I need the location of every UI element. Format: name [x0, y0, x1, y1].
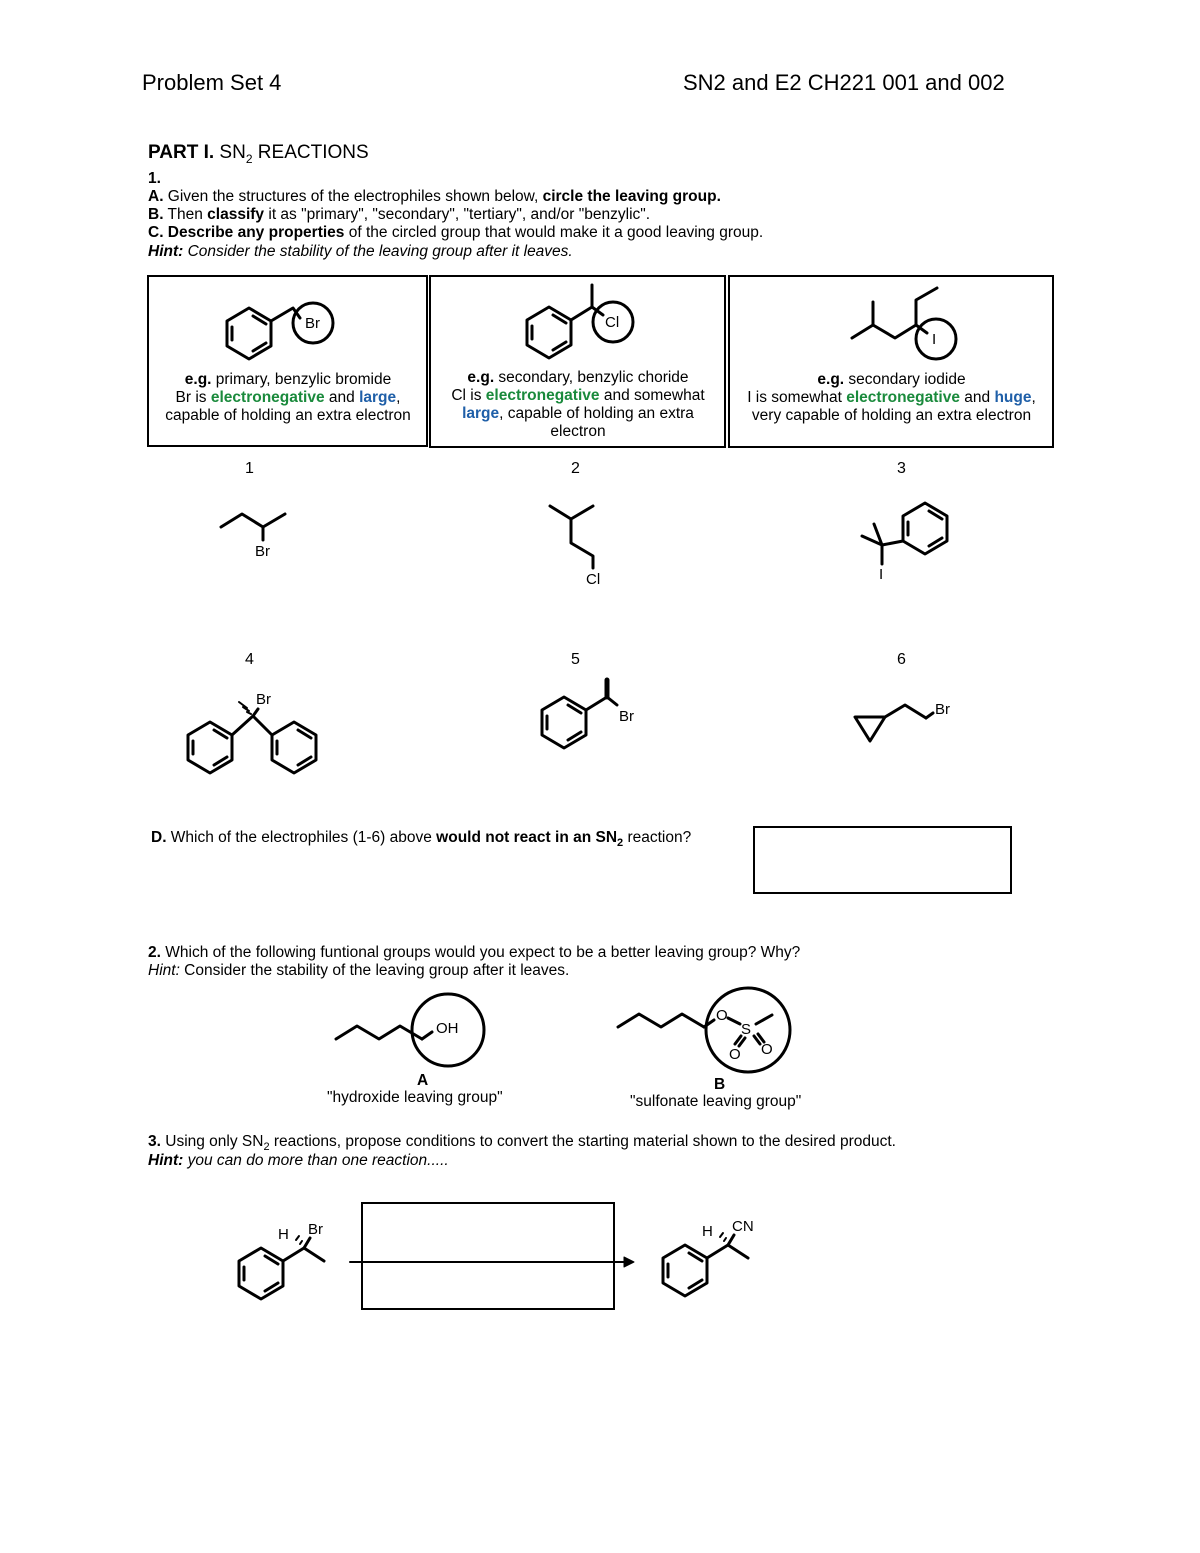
svg-text:O: O — [761, 1041, 773, 1058]
svg-text:Br: Br — [308, 1221, 323, 1238]
q1-part-c: C. Describe any properties of the circled group that would make it a good leaving group. — [148, 224, 764, 241]
question-3: 3. Using only $SN_2$ reactions, propose conditions to convert the starting material shown to the desired product. — [148, 1133, 896, 1154]
compound-1-number: 1 — [245, 460, 254, 477]
svg-text:H: H — [278, 1226, 289, 1243]
svg-text:O: O — [716, 1007, 728, 1024]
compound-6-number: 6 — [897, 651, 906, 668]
svg-text:O: O — [729, 1046, 741, 1063]
compound-3-number: 3 — [897, 460, 906, 477]
answer-box-d[interactable] — [753, 826, 1012, 894]
example-3-caption: e.g. secondary iodide I is somewhat electronegative and huge, very capable of holding an extra electron — [747, 371, 1036, 424]
svg-text:Cl: Cl — [605, 314, 620, 331]
question-d: D. Which of the electrophiles (1-6) above would not react in an $SN_2$ reaction? — [151, 829, 692, 850]
question-2-hint: Hint: Consider the stability of the leaving group after it leaves. — [148, 962, 570, 979]
page-header-right: SN2 and E2 CH221 001 and 002 — [683, 70, 1005, 95]
q2-caption-b: "sulfonate leaving group" — [630, 1093, 802, 1110]
compound-5-number: 5 — [571, 651, 580, 668]
svg-text:CN: CN — [732, 1218, 754, 1235]
q1-part-b: B. Then classify it as "primary", "secondary", "tertiary", and/or "benzylic". — [148, 206, 651, 223]
compound-4-number: 4 — [245, 651, 254, 668]
svg-text:Br: Br — [619, 708, 634, 725]
q1-number: 1. — [148, 170, 161, 187]
svg-text:Br: Br — [935, 701, 950, 718]
part-title: PART I. $SN_2$ REACTIONS — [148, 142, 369, 166]
example-1-atom: Br — [305, 315, 320, 332]
page-header-left: Problem Set 4 — [142, 70, 282, 95]
svg-text:I: I — [879, 566, 884, 583]
q2-caption-a: "hydroxide leaving group" — [327, 1089, 503, 1106]
question-3-hint: Hint: you can do more than one reaction..... — [148, 1152, 449, 1169]
q1-part-a: A. Given the structures of the electrophiles shown below, circle the leaving group. — [148, 188, 721, 205]
q2-label-a: A — [417, 1072, 429, 1089]
q1-hint: Hint: Consider the stability of the leaving group after it leaves. — [148, 243, 573, 260]
svg-text:I: I — [932, 331, 937, 348]
compound-2-number: 2 — [571, 460, 580, 477]
svg-text:Cl: Cl — [586, 571, 601, 588]
example-1-caption: e.g. primary, benzylic bromide Br is electronegative and large, capable of holding an extra electron — [165, 371, 411, 424]
reaction-conditions-box[interactable] — [361, 1202, 615, 1310]
svg-text:Br: Br — [256, 691, 271, 708]
svg-text:S: S — [741, 1021, 752, 1038]
svg-text:Br: Br — [255, 543, 270, 560]
svg-text:OH: OH — [436, 1020, 459, 1037]
svg-text:H: H — [702, 1223, 713, 1240]
example-2-caption: e.g. secondary, benzylic choride Cl is electronegative and somewhat large, capable of holding an extra electron — [451, 369, 705, 440]
question-2: 2. Which of the following funtional groups would you expect to be a better leaving group? Why? — [148, 944, 801, 961]
q2-label-b: B — [714, 1076, 726, 1093]
